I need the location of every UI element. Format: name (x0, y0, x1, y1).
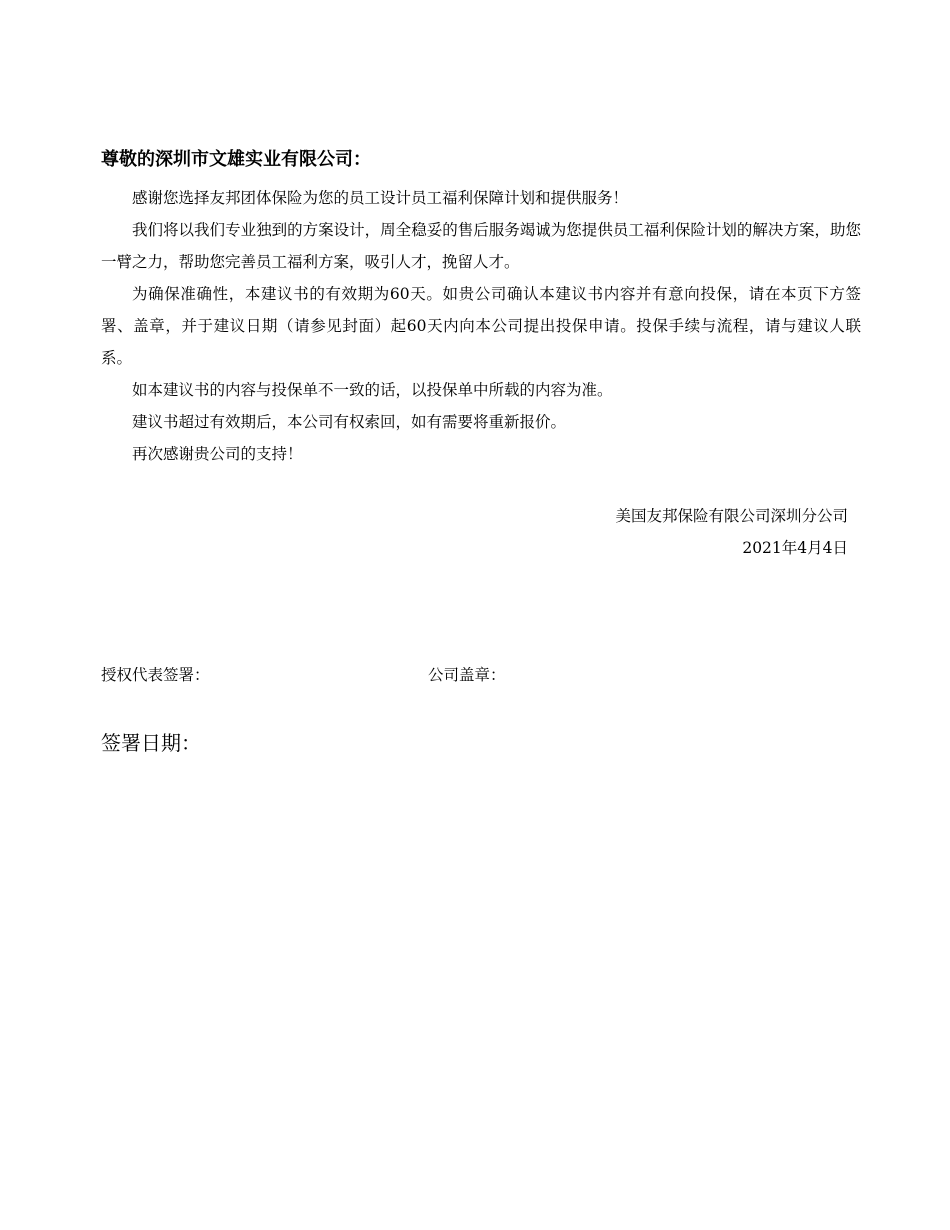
greeting: 尊敬的深圳市文雄实业有限公司： (101, 149, 371, 170)
sender-block (615, 500, 848, 564)
sender-name: 美国友邦保险有限公司深圳分公司 (615, 507, 848, 525)
letter-date: 2021年4月4日 (742, 539, 848, 557)
paragraph-precedence: 如本建议书的内容与投保单不一致的话，以投保单中所载的内容为准。 (132, 381, 613, 399)
paragraph-closing: 再次感谢贵公司的支持！ (132, 445, 303, 463)
paragraph-thanks: 感谢您选择友邦团体保险为您的员工设计员工福利保障计划和提供服务！ (132, 189, 629, 207)
letter-body (101, 182, 861, 470)
paragraph-validity: 为确保准确性，本建议书的有效期为60天。如贵公司确认本建议书内容并有意向投保，请在本页下方签署、盖章，并于建议日期（请参见封面）起60天内向本公司提出投保申请。投保手续与流程，请与建议人联系。 (101, 285, 861, 367)
paragraph-expiry: 建议书超过有效期后，本公司有权索回，如有需要将重新报价。 (132, 413, 567, 431)
authorized-rep-label: 授权代表签署： (101, 666, 210, 684)
sign-date-label: 签署日期： (101, 731, 201, 755)
paragraph-service: 我们将以我们专业独到的方案设计，周全稳妥的售后服务竭诚为您提供员工福利保险计划的解决方案，助您一臂之力，帮助您完善员工福利方案，吸引人才，挽留人才。 (101, 221, 861, 271)
company-stamp-label: 公司盖章： (428, 666, 506, 684)
